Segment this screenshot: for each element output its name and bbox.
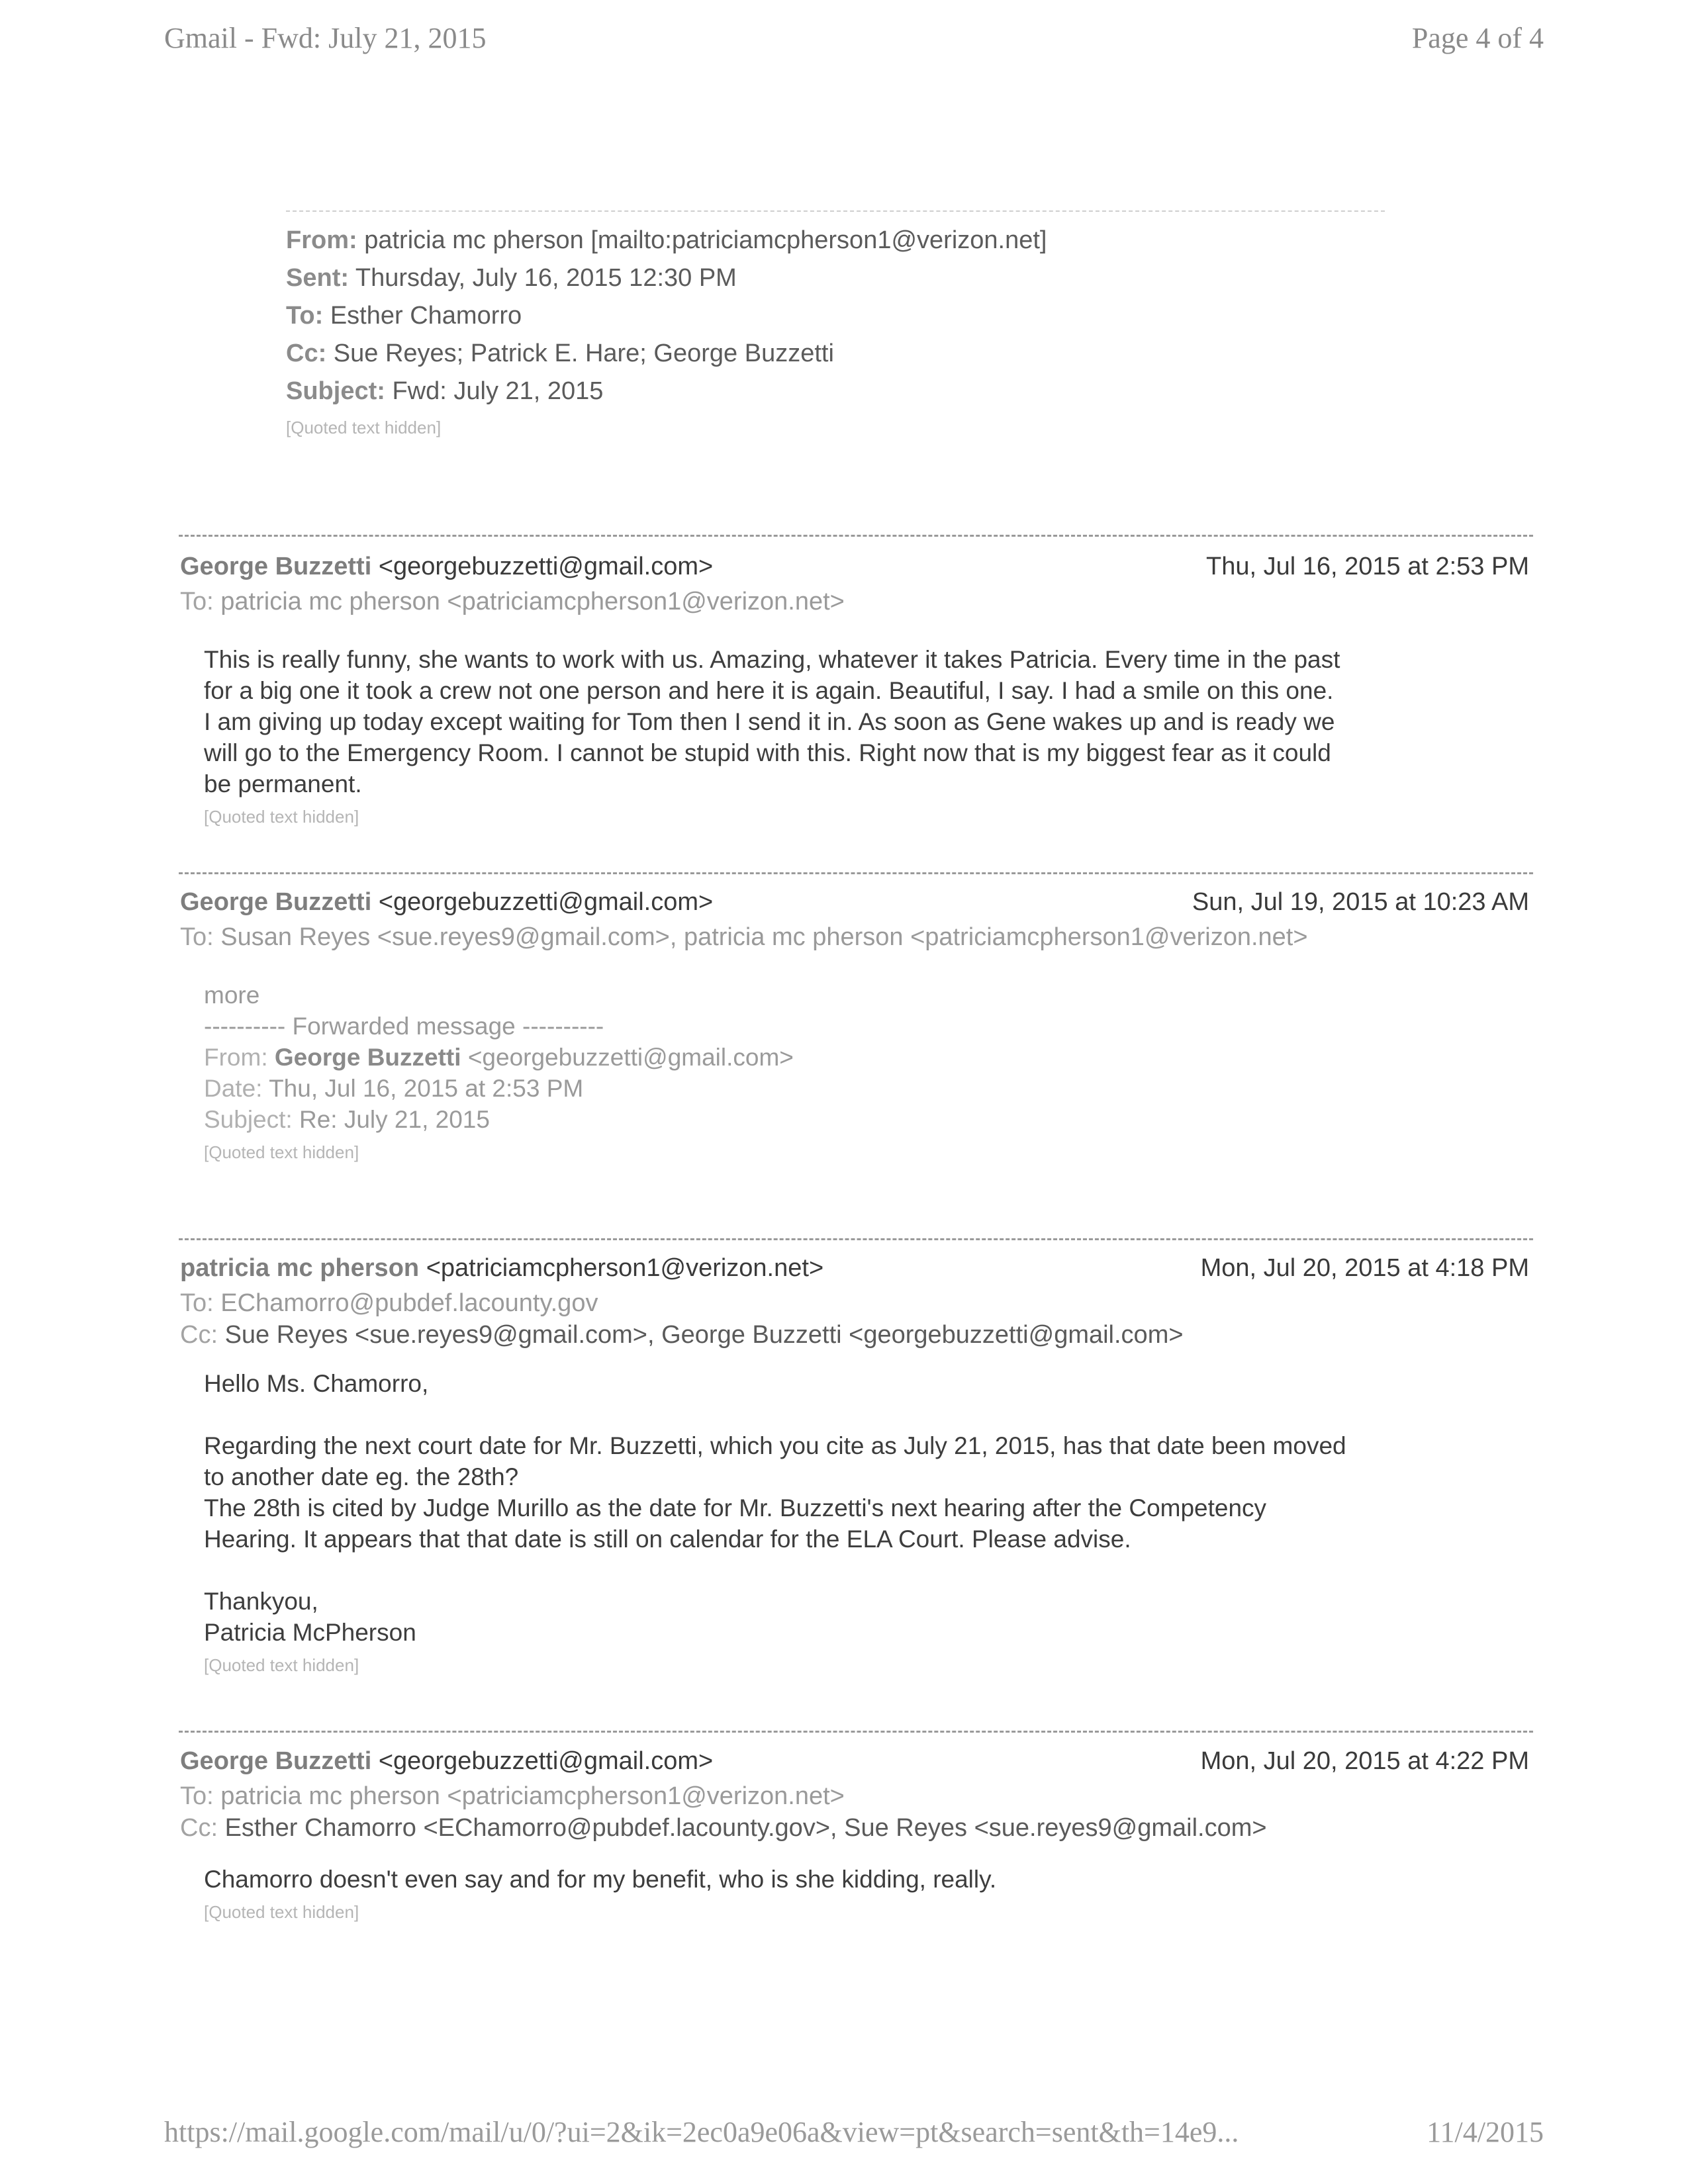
body-line: The 28th is cited by Judge Murillo as the date for Mr. Buzzetti's next hearing after the Competency — [204, 1494, 1267, 1522]
sender-email: <georgebuzzetti@gmail.com> — [378, 553, 714, 580]
fwd-subject-line: Subject: Fwd: July 21, 2015 — [286, 377, 604, 405]
divider — [179, 535, 1533, 537]
to-line: To: Susan Reyes <sue.reyes9@gmail.com>, patricia mc pherson <patriciamcpherson1@verizon.net> — [180, 923, 1308, 951]
body-line: I am giving up today except waiting for Tom then I send it in. As soon as Gene wakes up and is ready we — [204, 708, 1335, 735]
message-body — [204, 644, 1521, 830]
quoted-text-hidden-link[interactable]: [Quoted text hidden] — [204, 1142, 359, 1162]
message-4 — [180, 1747, 1529, 1925]
body-line: This is really funny, she wants to work with us. Amazing, whatever it takes Patricia. Every time in the past — [204, 646, 1340, 673]
quoted-text-hidden-link[interactable]: [Quoted text hidden] — [204, 1655, 359, 1675]
divider — [179, 1238, 1533, 1240]
body-line: Hearing. It appears that that date is still on calendar for the ELA Court. Please advise. — [204, 1525, 1131, 1553]
fwd-from-line: From: George Buzzetti <georgebuzzetti@gmail.com> — [204, 1044, 794, 1071]
message-date: Mon, Jul 20, 2015 at 4:22 PM — [1200, 1747, 1529, 1775]
more-label: more — [204, 981, 260, 1009]
page-number: Page 4 of 4 — [1411, 22, 1544, 54]
message-header — [180, 1747, 1529, 1780]
sender-name: George Buzzetti — [180, 553, 372, 580]
print-header-title: Gmail - Fwd: July 21, 2015 — [164, 22, 487, 54]
message-date: Sun, Jul 19, 2015 at 10:23 AM — [1192, 888, 1529, 916]
quoted-text-hidden-link[interactable]: [Quoted text hidden] — [286, 418, 442, 437]
quoted-text-hidden-link[interactable]: [Quoted text hidden] — [204, 807, 359, 827]
sender-email: <georgebuzzetti@gmail.com> — [378, 1747, 714, 1775]
message-header — [180, 888, 1529, 921]
sender-name: patricia mc pherson — [180, 1254, 420, 1282]
message-date: Thu, Jul 16, 2015 at 2:53 PM — [1206, 553, 1529, 580]
print-footer-url: https://mail.google.com/mail/u/0/?ui=2&ik=2ec0a9e06a&view=pt&search=sent&th=14e9... — [164, 2116, 1239, 2148]
body-line: Chamorro doesn't even say and for my benefit, who is she kidding, really. — [204, 1866, 997, 1893]
quoted-text-hidden-link[interactable]: [Quoted text hidden] — [204, 1902, 359, 1922]
cc-line: Cc: Esther Chamorro <EChamorro@pubdef.lacounty.gov>, Sue Reyes <sue.reyes9@gmail.com> — [180, 1814, 1267, 1842]
message-header — [180, 1254, 1529, 1287]
message-body — [204, 1864, 1521, 1925]
sender-email: <patriciamcpherson1@verizon.net> — [426, 1254, 824, 1282]
forwarded-header-block — [286, 222, 1047, 441]
message-body — [204, 1368, 1521, 1678]
to-line: To: patricia mc pherson <patriciamcpherson1@verizon.net> — [180, 1782, 845, 1810]
body-line: be permanent. — [204, 770, 362, 797]
fwd-sent-line: Sent: Thursday, July 16, 2015 12:30 PM — [286, 264, 737, 292]
forwarded-message-line: ---------- Forwarded message ---------- — [204, 1013, 604, 1040]
divider — [179, 872, 1533, 874]
message-header — [180, 553, 1529, 586]
body-line: Regarding the next court date for Mr. Buzzetti, which you cite as July 21, 2015, has that date been moved — [204, 1432, 1346, 1459]
closing: Thankyou, — [204, 1588, 318, 1615]
to-line: To: EChamorro@pubdef.lacounty.gov — [180, 1289, 598, 1317]
cc-line: Cc: Sue Reyes <sue.reyes9@gmail.com>, George Buzzetti <georgebuzzetti@gmail.com> — [180, 1321, 1184, 1349]
message-date: Mon, Jul 20, 2015 at 4:18 PM — [1200, 1254, 1529, 1282]
greeting: Hello Ms. Chamorro, — [204, 1370, 429, 1397]
body-line: will go to the Emergency Room. I cannot be stupid with this. Right now that is my biggest fear as it could — [204, 739, 1331, 766]
sender-email: <georgebuzzetti@gmail.com> — [378, 888, 714, 916]
message-body — [204, 979, 1521, 1165]
body-line: for a big one it took a crew not one person and here it is again. Beautiful, I say. I had a smile on this one. — [204, 677, 1334, 704]
sender-name: George Buzzetti — [180, 888, 372, 916]
signature: Patricia McPherson — [204, 1619, 416, 1646]
divider — [179, 1731, 1533, 1733]
print-footer-date: 11/4/2015 — [1427, 2116, 1544, 2148]
fwd-to-line: To: Esther Chamorro — [286, 302, 522, 330]
sender-name: George Buzzetti — [180, 1747, 372, 1775]
message-3 — [180, 1254, 1529, 1678]
divider — [286, 210, 1385, 212]
fwd-date-line: Date: Thu, Jul 16, 2015 at 2:53 PM — [204, 1075, 584, 1102]
message-2 — [180, 888, 1529, 1165]
to-line: To: patricia mc pherson <patriciamcpherson1@verizon.net> — [180, 588, 845, 615]
fwd-cc-line: Cc: Sue Reyes; Patrick E. Hare; George Buzzetti — [286, 340, 834, 367]
fwd-from-line: From: patricia mc pherson [mailto:patriciamcpherson1@verizon.net] — [286, 226, 1047, 254]
message-1 — [180, 553, 1529, 830]
fwd-subject-line: Subject: Re: July 21, 2015 — [204, 1106, 490, 1133]
body-line: to another date eg. the 28th? — [204, 1463, 519, 1490]
